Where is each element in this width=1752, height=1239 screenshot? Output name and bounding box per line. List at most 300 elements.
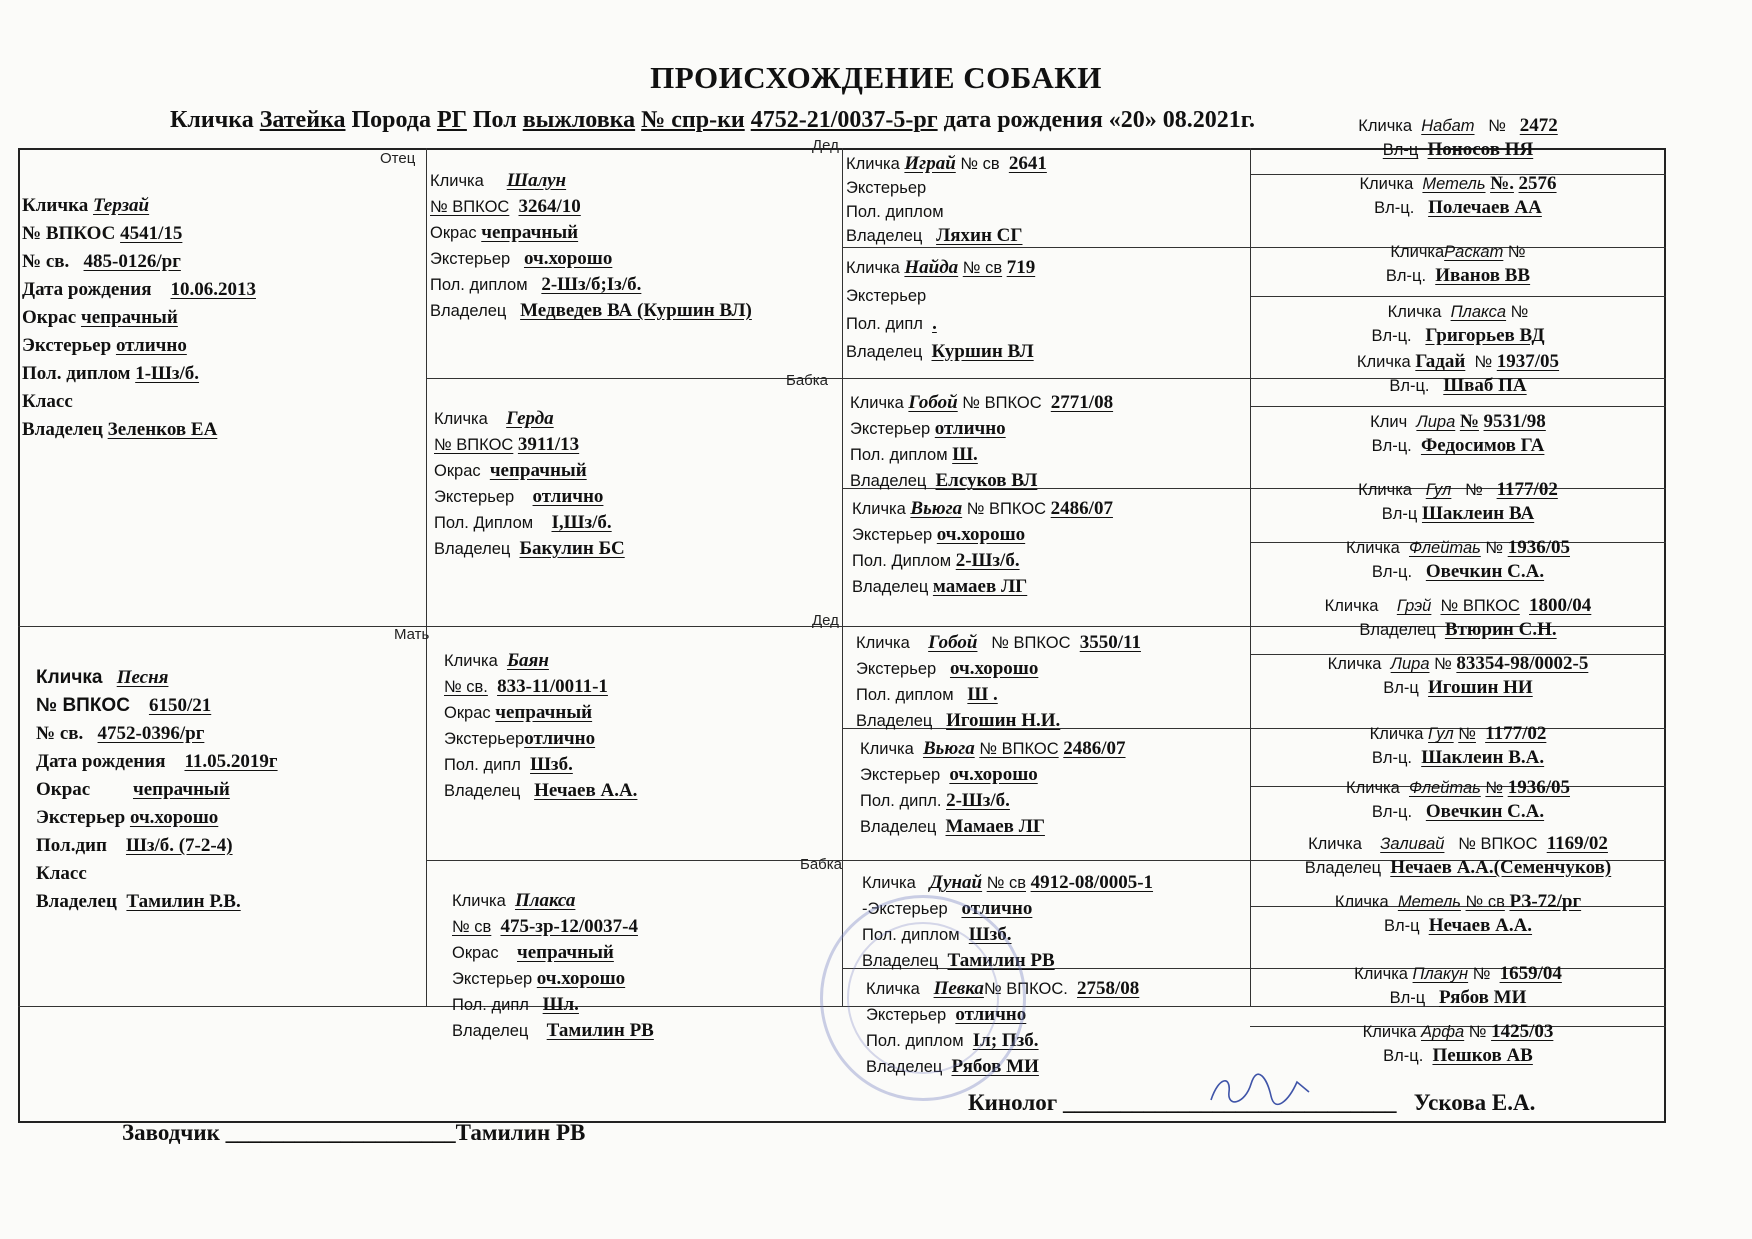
gen2-3-color-label-text: Окрас bbox=[452, 944, 499, 962]
document-title: ПРОИСХОЖДЕНИЕ СОБАКИ bbox=[650, 60, 1102, 95]
field-row bbox=[430, 194, 752, 220]
gen4-6-name-label-text: Кличка bbox=[1358, 481, 1412, 499]
father-exterior-label-text: Экстерьер bbox=[22, 335, 112, 356]
field-row bbox=[1252, 374, 1664, 398]
gen4-1-name-text: Метель bbox=[1422, 175, 1486, 193]
field-row bbox=[452, 940, 654, 966]
gen4-4-name-label-text: Кличка bbox=[1356, 353, 1411, 371]
field-row bbox=[22, 360, 256, 388]
field-row bbox=[22, 276, 256, 304]
footer-cynologist-blank-text: _____________________________ bbox=[1062, 1090, 1397, 1115]
gen3-6-owner-label-text: Владелец bbox=[862, 952, 939, 970]
gen3-1-owner-label-text: Владелец bbox=[846, 343, 923, 361]
gen4-6-owner-text: Шаклеин ВА bbox=[1421, 503, 1535, 524]
father-vpkos-label-text: № ВПКОС bbox=[22, 223, 116, 244]
gen4-6-name-text: Гул bbox=[1425, 481, 1452, 499]
gen2-1-num-label-text: № ВПКОС bbox=[434, 436, 514, 454]
field-row bbox=[36, 888, 278, 916]
gen4-8-owner-label-text: Владелец bbox=[1359, 621, 1436, 639]
mother-diploma-text: Шз/б. (7-2-4) bbox=[125, 835, 233, 856]
gen4-14-owner-label-text: Вл-ц bbox=[1389, 989, 1426, 1007]
gen2-2-color-text: чепрачный bbox=[495, 702, 593, 723]
gen4-cell-16 bbox=[1252, 1020, 1664, 1068]
gen4-cell-15 bbox=[1252, 962, 1664, 1010]
field-row bbox=[1252, 240, 1664, 264]
gen3-4-name-text: Гобой bbox=[928, 632, 978, 653]
field-row bbox=[1252, 618, 1664, 642]
gen2-2-name-label-text: Кличка bbox=[444, 652, 498, 670]
gen4-3-name-label-text: Кличка bbox=[1387, 303, 1442, 321]
mother-sv-text: 4752-0396/рг bbox=[97, 723, 205, 744]
gen2-2-exterior-label-text: Экстерьер bbox=[444, 730, 525, 748]
column-divider bbox=[426, 148, 427, 1006]
gen2-2-owner-text: Нечаев А.А. bbox=[534, 780, 638, 801]
gen4-10-owner-text: Шаклеин В.А. bbox=[1421, 747, 1545, 768]
field-row bbox=[852, 496, 1113, 522]
field-row bbox=[434, 484, 625, 510]
gen2-0-num-label-text: № ВПКОС bbox=[430, 198, 510, 216]
gen4-10-name-text: Гул bbox=[1428, 725, 1454, 743]
field-row bbox=[452, 914, 654, 940]
field-row bbox=[1252, 856, 1664, 880]
father-section-label: Отец bbox=[380, 150, 416, 167]
field-row bbox=[452, 992, 654, 1018]
gen3-2-exterior-label-text: Экстерьер bbox=[850, 420, 931, 438]
cynologist-line bbox=[968, 1090, 1535, 1116]
gen3-2-name-label-text: Кличка bbox=[850, 394, 904, 412]
field-row bbox=[444, 700, 637, 726]
gen2-0-exterior-text: оч.хорошо bbox=[523, 248, 613, 269]
gen3-5-diploma-text: 2-Шз/б. bbox=[946, 790, 1010, 811]
field-row bbox=[860, 788, 1126, 814]
gen2-1-diploma-text: I,Шз/б. bbox=[551, 512, 612, 533]
header-breed-label-text: Порода bbox=[351, 107, 431, 133]
gen3-3-diploma-label-text: Пол. Диплом bbox=[852, 552, 952, 570]
gen4-1-name-label-text: Кличка bbox=[1359, 175, 1414, 193]
gen3-1-name-label-text: Кличка bbox=[846, 259, 900, 277]
gen4-15-owner-text: Пешков АВ bbox=[1432, 1045, 1533, 1066]
gen2-3-name-label-text: Кличка bbox=[452, 892, 506, 910]
mother-name-label-text: Кличка bbox=[36, 667, 103, 688]
gen2-0-owner-text: Медведев ВА (Куршин ВЛ) bbox=[520, 300, 752, 321]
gen4-7-owner-text: Овечкин С.А. bbox=[1425, 561, 1545, 582]
gen3-6-num-text: 4912-08/0005-1 bbox=[1030, 872, 1154, 893]
gen2-3-diploma-text: Шл. bbox=[542, 994, 579, 1015]
gen3-1-num-text: 719 bbox=[1006, 257, 1036, 278]
gen2-3-exterior-label-text: Экстерьер bbox=[452, 970, 533, 988]
gen3-6-name-label-text: Кличка bbox=[862, 874, 916, 892]
mother-sv-label-text: № св. bbox=[36, 723, 84, 744]
field-row bbox=[860, 814, 1126, 840]
field-row bbox=[434, 458, 625, 484]
gen3-1-exterior-label-text: Экстерьер bbox=[846, 287, 927, 305]
gen4-5-name-label-text: Клич bbox=[1370, 413, 1408, 431]
gen4-13-owner-label-text: Вл-ц bbox=[1383, 917, 1420, 935]
gen4-8-num-text: 1800/04 bbox=[1529, 595, 1592, 616]
gen3-4-exterior-label-text: Экстерьер bbox=[856, 660, 937, 678]
official-stamp bbox=[820, 895, 1026, 1101]
field-row bbox=[1252, 962, 1664, 986]
gen4-14-num-text: 1659/04 bbox=[1499, 963, 1562, 984]
field-row bbox=[856, 682, 1141, 708]
field-row bbox=[434, 406, 625, 432]
field-row bbox=[1252, 350, 1664, 374]
gen2-0-diploma-label-text: Пол. диплом bbox=[430, 276, 528, 294]
gen4-15-name-text: Арфа bbox=[1421, 1023, 1465, 1041]
dog-dob: «20» 08.2021г. bbox=[1108, 107, 1255, 133]
gen3-6-num-label-text: № св bbox=[986, 874, 1026, 892]
field-row bbox=[36, 720, 278, 748]
gen4-1-num-text: 2576 bbox=[1518, 173, 1557, 194]
field-row bbox=[850, 416, 1113, 442]
field-row bbox=[444, 778, 637, 804]
mother-owner-text: Тамилин Р.В. bbox=[126, 891, 241, 912]
row-divider bbox=[1250, 296, 1666, 297]
gen3-0-diploma-label-text: Пол. диплом bbox=[846, 203, 944, 221]
gen3-3-diploma-text: 2-Шз/б. bbox=[955, 550, 1020, 571]
field-row bbox=[1252, 196, 1664, 220]
gen3-6-exterior-label-text: -Экстерьер bbox=[862, 900, 948, 918]
gen3-5-num-label-text: № ВПКОС bbox=[979, 740, 1059, 758]
mother-section-label: Мать bbox=[394, 626, 430, 643]
gen4-cell-2 bbox=[1252, 172, 1664, 220]
gen4-0-num-text: 2472 bbox=[1519, 115, 1558, 136]
gen2-3-exterior-text: оч.хорошо bbox=[536, 968, 626, 989]
dog-name: Затейка bbox=[259, 107, 346, 133]
dog-reg-number: 4752-21/0037-5-рг bbox=[750, 107, 938, 133]
father-diploma-text: 1-Шз/б. bbox=[135, 363, 200, 384]
field-row bbox=[1252, 746, 1664, 770]
gen2-0-color-text: чепрачный bbox=[481, 222, 579, 243]
gen4-6-num-text: 1177/02 bbox=[1496, 479, 1558, 500]
gen2-0-color-label-text: Окрас bbox=[430, 224, 477, 242]
gen2-0-exterior-label-text: Экстерьер bbox=[430, 250, 511, 268]
gen2-2-diploma-text: Шзб. bbox=[530, 754, 573, 775]
field-row bbox=[846, 152, 1047, 176]
field-row bbox=[36, 860, 278, 888]
mother-diploma-label-text: Пол.дип bbox=[36, 835, 107, 856]
field-row bbox=[1252, 536, 1664, 560]
gen3-5-exterior-text: оч.хорошо bbox=[949, 764, 1038, 785]
gen4-2-name-label-text: Кличка bbox=[1390, 243, 1445, 261]
gen3-5-owner-text: Мамаев ЛГ bbox=[945, 816, 1045, 837]
field-row bbox=[1252, 502, 1664, 526]
mother-vpkos-label-text: № ВПКОС bbox=[36, 695, 130, 716]
field-row bbox=[1252, 776, 1664, 800]
gen2-2-name-text: Баян bbox=[506, 650, 549, 671]
field-row bbox=[1252, 264, 1664, 288]
gen4-15-num-label-text: № bbox=[1468, 1023, 1487, 1041]
father-name-label-text: Кличка bbox=[22, 195, 89, 216]
field-row bbox=[1252, 324, 1664, 348]
gen4-8-num-label-text: № ВПКОС bbox=[1440, 597, 1520, 615]
field-row bbox=[444, 648, 637, 674]
gen2-0-name-label-text: Кличка bbox=[430, 172, 484, 190]
field-row bbox=[452, 966, 654, 992]
footer-breeder-blank-text: ____________________ bbox=[225, 1120, 456, 1145]
gen4-10-num-text: 1177/02 bbox=[1485, 723, 1547, 744]
field-row bbox=[846, 254, 1035, 282]
gen4-cell-7 bbox=[1252, 478, 1664, 526]
gen4-0-name-label-text: Кличка bbox=[1358, 117, 1413, 135]
field-row bbox=[1252, 986, 1664, 1010]
cynologist-name: Ускова Е.А. bbox=[1413, 1090, 1536, 1115]
gen2-2-color-label-text: Окрас bbox=[444, 704, 491, 722]
gen2-0-diploma-text: 2-Шз/б;Iз/б. bbox=[541, 274, 642, 295]
mother-class-label-text: Класс bbox=[36, 863, 87, 884]
field-row bbox=[846, 224, 1047, 248]
field-row bbox=[850, 390, 1113, 416]
field-row bbox=[1252, 676, 1664, 700]
gen4-11-name-text: Флейтаь bbox=[1408, 779, 1481, 797]
gen3-0-exterior-label-text: Экстерьер bbox=[846, 179, 927, 197]
gen4-cell-6 bbox=[1252, 410, 1664, 458]
gen3-7-num-text: 2758/08 bbox=[1077, 978, 1140, 999]
field-row bbox=[36, 804, 278, 832]
field-row bbox=[1252, 1020, 1664, 1044]
mother-exterior-label-text: Экстерьер bbox=[36, 807, 126, 828]
field-row bbox=[1252, 300, 1664, 324]
father-dob-text: 10.06.2013 bbox=[170, 279, 256, 300]
gen4-15-name-label-text: Кличка bbox=[1362, 1023, 1417, 1041]
field-row bbox=[22, 304, 256, 332]
mother-cell bbox=[36, 664, 278, 916]
gen4-9-owner-text: Игошин НИ bbox=[1428, 677, 1533, 698]
field-row bbox=[452, 1018, 654, 1044]
gen2-2-owner-label-text: Владелец bbox=[444, 782, 521, 800]
gen3-4-name-label-text: Кличка bbox=[856, 634, 910, 652]
field-row bbox=[846, 282, 1035, 310]
field-row bbox=[36, 748, 278, 776]
field-row bbox=[22, 248, 256, 276]
field-row bbox=[1252, 1044, 1664, 1068]
field-row bbox=[430, 272, 752, 298]
gen3-7-diploma-text: Iл; Пзб. bbox=[972, 1030, 1039, 1051]
field-row bbox=[846, 176, 1047, 200]
gen3-2-num-label-text: № ВПКОС bbox=[962, 394, 1042, 412]
gen4-2-name-text: Раскат bbox=[1444, 243, 1504, 261]
field-row bbox=[452, 888, 654, 914]
gen3-5-exterior-label-text: Экстерьер bbox=[860, 766, 941, 784]
gen4-7-owner-label-text: Вл-ц. bbox=[1371, 563, 1413, 581]
gen2-3-name-text: Плакса bbox=[514, 890, 576, 911]
gen3-3-owner-label-text: Владелец bbox=[852, 578, 929, 596]
field-row bbox=[1252, 800, 1664, 824]
footer-cynologist-label-text: Кинолог bbox=[968, 1090, 1058, 1115]
gen4-cell-9 bbox=[1252, 594, 1664, 642]
gen4-11-num-label-text: № bbox=[1485, 779, 1504, 797]
gen3-7-num-label-text: № ВПКОС. bbox=[983, 980, 1068, 998]
gen4-10-name-label-text: Кличка bbox=[1369, 725, 1424, 743]
gen3-5-name-label-text: Кличка bbox=[860, 740, 914, 758]
breeder-name: Тамилин РВ bbox=[455, 1120, 586, 1145]
gen4-4-owner-label-text: Вл-ц. bbox=[1389, 377, 1430, 395]
gen4-5-owner-text: Федосимов ГА bbox=[1420, 435, 1545, 456]
gen4-14-name-text: Плакун bbox=[1412, 965, 1469, 983]
gen3-0-owner-label-text: Владелец bbox=[846, 227, 923, 245]
gen4-5-num-text: 9531/98 bbox=[1483, 411, 1546, 432]
gen3-4-owner-label-text: Владелец bbox=[856, 712, 933, 730]
gen3-7-name-text: Певка bbox=[933, 978, 984, 999]
field-row bbox=[434, 536, 625, 562]
field-row bbox=[22, 332, 256, 360]
gen4-13-name-text: Метель bbox=[1397, 893, 1461, 911]
grandmother-paternal-cell bbox=[434, 406, 625, 562]
gen4-12-name-text: Заливай bbox=[1380, 835, 1445, 853]
field-row bbox=[862, 870, 1153, 896]
gen2-3-num-label-text: № св bbox=[452, 918, 492, 936]
gen3-3-num-label-text: № ВПКОС bbox=[966, 500, 1047, 518]
gen2-0-name-text: Шалун bbox=[506, 170, 567, 191]
gen2-3-owner-label-text: Владелец bbox=[452, 1022, 529, 1040]
field-row bbox=[430, 298, 752, 324]
grandfather-1-section-label: Дед bbox=[812, 137, 839, 154]
field-row bbox=[852, 574, 1113, 600]
gen3-5-name-text: Вьюга bbox=[922, 738, 975, 759]
gen2-1-name-label-text: Кличка bbox=[434, 410, 488, 428]
gen3-4-diploma-text: Ш . bbox=[967, 684, 998, 705]
gen4-cell-1 bbox=[1252, 114, 1664, 162]
gen3-1-diploma-label-text: Пол. дипл bbox=[846, 315, 923, 333]
gen4-12-name-label-text: Кличка bbox=[1308, 835, 1362, 853]
grandfather-2-section-label: Дед bbox=[812, 612, 839, 629]
gen3-1-owner-text: Куршин ВЛ bbox=[931, 341, 1034, 362]
gen3-4-diploma-label-text: Пол. диплом bbox=[856, 686, 954, 704]
gen4-cell-8 bbox=[1252, 536, 1664, 584]
field-row bbox=[434, 510, 625, 536]
gen4-12-num-text: 1169/02 bbox=[1546, 833, 1608, 854]
gen3-7-name-label-text: Кличка bbox=[866, 980, 920, 998]
gen4-4-name-text: Гадай bbox=[1415, 351, 1466, 372]
gen3-cell-3 bbox=[850, 390, 1113, 494]
grandmother-2-section-label: Бабка bbox=[800, 856, 843, 873]
father-exterior-text: отлично bbox=[115, 335, 187, 356]
field-row bbox=[430, 246, 752, 272]
gen4-4-owner-text: Шваб ПА bbox=[1443, 375, 1527, 396]
gen3-0-name-text: Играй bbox=[904, 153, 956, 174]
gen3-cell-1 bbox=[846, 152, 1047, 248]
field-row bbox=[856, 630, 1141, 656]
field-row bbox=[860, 736, 1126, 762]
gen4-13-owner-text: Нечаев А.А. bbox=[1428, 915, 1533, 936]
gen3-3-num-text: 2486/07 bbox=[1050, 498, 1113, 519]
field-row bbox=[36, 692, 278, 720]
gen3-4-num-text: 3550/11 bbox=[1079, 632, 1141, 653]
father-vpkos-text: 4541/15 bbox=[120, 223, 183, 244]
gen4-8-owner-text: Втюрин С.Н. bbox=[1444, 619, 1557, 640]
gen2-2-diploma-label-text: Пол. дипл bbox=[444, 756, 521, 774]
gen3-cell-5 bbox=[856, 630, 1141, 734]
field-row bbox=[1252, 914, 1664, 938]
gen4-11-name-label-text: Кличка bbox=[1346, 779, 1400, 797]
gen4-14-name-label-text: Кличка bbox=[1354, 965, 1408, 983]
gen4-12-owner-label-text: Владелец bbox=[1304, 859, 1382, 877]
gen3-3-name-label-text: Кличка bbox=[852, 500, 906, 518]
dog-breed: РГ bbox=[436, 107, 467, 133]
gen2-0-num-text: 3264/10 bbox=[518, 196, 581, 217]
gen3-7-owner-label-text: Владелец bbox=[866, 1058, 943, 1076]
field-row bbox=[856, 708, 1141, 734]
field-row bbox=[434, 432, 625, 458]
father-owner-label-text: Владелец bbox=[22, 419, 103, 440]
field-row bbox=[444, 674, 637, 700]
field-row bbox=[846, 200, 1047, 224]
gen4-cell-14 bbox=[1252, 890, 1664, 938]
father-class-label-text: Класс bbox=[22, 391, 73, 412]
gen3-4-owner-text: Игошин Н.И. bbox=[946, 710, 1061, 731]
mother-owner-label-text: Владелец bbox=[36, 891, 117, 912]
gen3-6-diploma-label-text: Пол. диплом bbox=[862, 926, 960, 944]
gen4-cell-4 bbox=[1252, 300, 1664, 348]
gen2-1-color-label-text: Окрас bbox=[434, 462, 481, 480]
gen4-11-num-text: 1936/05 bbox=[1507, 777, 1570, 798]
field-row bbox=[444, 726, 637, 752]
field-row bbox=[36, 664, 278, 692]
grandfather-paternal-cell bbox=[430, 168, 752, 324]
gen2-1-num-text: 3911/13 bbox=[517, 434, 580, 455]
gen4-3-num-label-text: № bbox=[1510, 303, 1529, 321]
gen4-cell-3 bbox=[1252, 240, 1664, 288]
father-owner-text: Зеленков ЕА bbox=[107, 419, 218, 440]
father-color-label-text: Окрас bbox=[22, 307, 77, 328]
field-row bbox=[36, 832, 278, 860]
gen3-cell-2 bbox=[846, 254, 1035, 366]
grandmother-1-section-label: Бабка bbox=[786, 372, 829, 389]
gen3-1-diploma-text: . bbox=[932, 313, 937, 334]
field-row bbox=[1252, 890, 1664, 914]
gen2-3-color-text: чепрачный bbox=[517, 942, 614, 963]
gen2-1-owner-text: Бакулин БС bbox=[519, 538, 625, 559]
gen4-3-owner-text: Григорьев ВД bbox=[1425, 325, 1545, 346]
gen4-9-owner-label-text: Вл-ц bbox=[1383, 679, 1419, 697]
gen4-1-owner-label-text: Вл-ц. bbox=[1374, 199, 1415, 217]
gen3-cell-4 bbox=[852, 496, 1113, 600]
field-row bbox=[444, 752, 637, 778]
gen3-2-num-text: 2771/08 bbox=[1050, 392, 1114, 413]
field-row bbox=[430, 168, 752, 194]
gen4-7-num-label-text: № bbox=[1485, 539, 1504, 557]
gen4-9-num-label-text: № bbox=[1434, 655, 1452, 673]
field-row bbox=[850, 468, 1113, 494]
gen4-0-owner-text: Поносов ПЯ bbox=[1427, 139, 1534, 160]
gen3-2-name-text: Гобой bbox=[908, 392, 958, 413]
gen3-0-owner-text: Ляхин СГ bbox=[936, 225, 1023, 246]
field-row bbox=[1252, 172, 1664, 196]
gen3-3-owner-text: мамаев ЛГ bbox=[932, 576, 1028, 597]
field-row bbox=[1252, 722, 1664, 746]
gen3-7-owner-text: Рябов МИ bbox=[951, 1056, 1039, 1077]
gen4-13-num-text: РЗ-72/рг bbox=[1509, 891, 1582, 912]
gen3-1-num-label-text: № св bbox=[962, 259, 1003, 277]
gen4-7-name-label-text: Кличка bbox=[1346, 539, 1400, 557]
gen2-1-diploma-label-text: Пол. Диплом bbox=[434, 514, 534, 532]
gen3-0-num-text: 2641 bbox=[1008, 153, 1047, 174]
gen4-0-owner-label-text: Вл-ц bbox=[1382, 141, 1419, 159]
gen4-cell-5 bbox=[1252, 350, 1664, 398]
gen4-cell-10 bbox=[1252, 652, 1664, 700]
gen4-1-owner-text: Полечаев АА bbox=[1428, 197, 1542, 218]
gen2-2-num-text: 833-11/0011-1 bbox=[497, 676, 608, 697]
gen4-1-num-label-text: №. bbox=[1490, 173, 1514, 194]
father-sv-text: 485-0126/рг bbox=[83, 251, 181, 272]
mother-dob-text: 11.05.2019г bbox=[184, 751, 278, 772]
father-sv-label-text: № св. bbox=[22, 251, 70, 272]
gen3-2-owner-label-text: Владелец bbox=[850, 472, 927, 490]
header-reg-label-text: № спр-ки bbox=[641, 107, 745, 133]
gen3-5-diploma-label-text: Пол. дипл. bbox=[860, 792, 942, 810]
gen3-4-num-label-text: № ВПКОС bbox=[991, 634, 1071, 652]
gen2-1-owner-label-text: Владелец bbox=[434, 540, 511, 558]
